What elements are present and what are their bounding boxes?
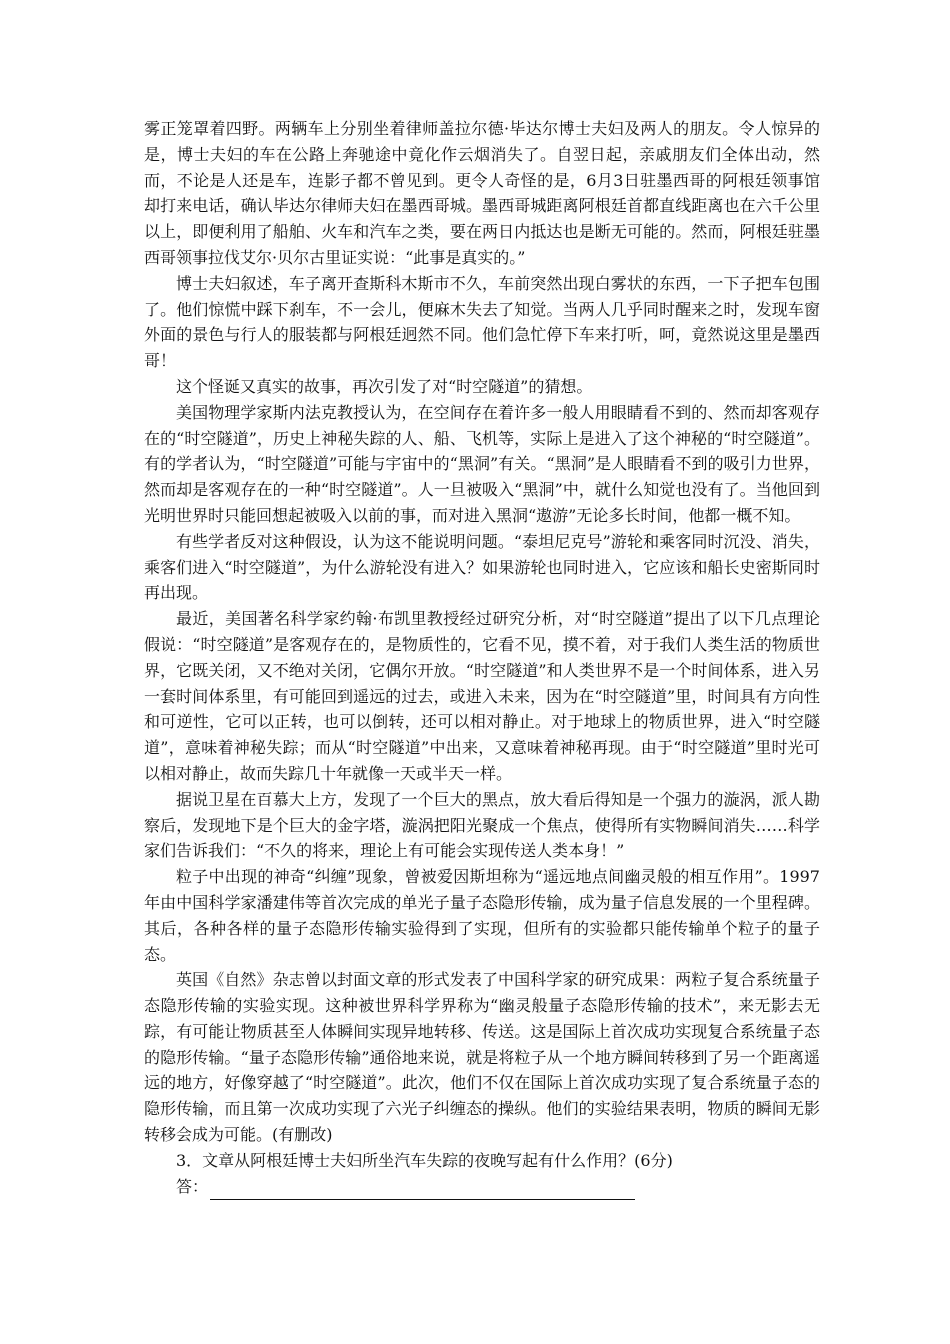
answer-row (144, 1174, 820, 1200)
article-paragraph: 粒子中出现的神奇“纠缠”现象，曾被爱因斯坦称为“遥远地点间幽灵般的相互作用”。1997年由中国科学家潘建伟等首次完成的单光子量子态隐形传输，成为量子信息发展的一个里程碑。其后，各种各样的量子态隐形传输实验得到了实现，但所有的实验都只能传输单个粒子的量子态。 (144, 867, 820, 964)
question-3: 3．文章从阿根廷博士夫妇所坐汽车失踪的夜晚写起有什么作用？(6分) (176, 1150, 673, 1170)
article-paragraph: 博士夫妇叙述，车子离开查斯科木斯市不久，车前突然出现白雾状的东西，一下子把车包围了。他们惊慌中踩下刹车，不一会儿，便麻木失去了知觉。当两人几乎同时醒来之时，发现车窗外面的景色与行人的服装都与阿根廷迥然不同。他们急忙停下车来打听，呵，竟然说这里是墨西哥！ (144, 273, 820, 371)
article-paragraph: 据说卫星在百慕大上方，发现了一个巨大的黑点，放大看后得知是一个强力的漩涡，派人勘察后，发现地下是个巨大的金字塔，漩涡把阳光聚成一个焦点，使得所有实物瞬间消失……科学家们告诉我们：“不久的将来，理论上有可能会实现传送人类本身！” (144, 789, 820, 861)
article-body (144, 116, 820, 1200)
answer-label: 答： (176, 1176, 209, 1196)
article-paragraph: 雾正笼罩着四野。两辆车上分别坐着律师盖拉尔德·毕达尔博士夫妇及两人的朋友。令人惊异的是，博士夫妇的车在公路上奔驰途中竟化作云烟消失了。自翌日起，亲戚朋友们全体出动，然而，不论是人还是车，连影子都不曾见到。更令人奇怪的是，6月3日驻墨西哥的阿根廷领事馆却打来电话，确认毕达尔律师夫妇在墨西哥城。墨西哥城距离阿根廷首都直线距离也在六千公里以上，即便利用了船舶、火车和汽车之类，要在两日内抵达也是断无可能的。然而，阿根廷驻墨西哥领事拉伐艾尔·贝尔古里证实说：“此事是真实的。” (144, 119, 820, 267)
article-paragraph: 有些学者反对这种假设，认为这不能说明问题。“泰坦尼克号”游轮和乘客同时沉没、消失，乘客们进入“时空隧道”，为什么游轮没有进入？如果游轮也同时进入，它应该和船长史密斯同时再出现。 (144, 531, 820, 603)
article-paragraph: 美国物理学家斯内法克教授认为，在空间存在着许多一般人用眼睛看不到的、然而却客观存在的“时空隧道”，历史上神秘失踪的人、船、飞机等，实际上是进入了这个神秘的“时空隧道”。有的学者认为，“时空隧道”可能与宇宙中的“黑洞”有关。“黑洞”是人眼睛看不到的吸引力世界，然而却是客观存在的一种“时空隧道”。人一旦被吸入“黑洞”中，就什么知觉也没有了。当他回到光明世界时只能回想起被吸入以前的事，而对进入黑洞“遨游”无论多长时间，他都一概不知。 (144, 402, 820, 525)
article-paragraph: 这个怪诞又真实的故事，再次引发了对“时空隧道”的猜想。 (176, 376, 593, 396)
answer-blank-line[interactable] (210, 1180, 635, 1200)
article-paragraph: 最近，美国著名科学家约翰·布凯里教授经过研究分析，对“时空隧道”提出了以下几点理论假说：“时空隧道”是客观存在的，是物质性的，它看不见，摸不着，对于我们人类生活的物质世界，它既关闭，又不绝对关闭，它偶尔开放。“时空隧道”和人类世界不是一个时间体系，进入另一套时间体系里，有可能回到遥远的过去，或进入未来，因为在“时空隧道”里，时间具有方向性和可逆性，它可以正转，也可以倒转，还可以相对静止。对于地球上的物质世界，进入“时空隧道”，意味着神秘失踪；而从“时空隧道”中出来，又意味着神秘再现。由于“时空隧道”里时光可以相对静止，故而失踪几十年就像一天或半天一样。 (144, 609, 820, 783)
article-paragraph: 英国《自然》杂志曾以封面文章的形式发表了中国科学家的研究成果：两粒子复合系统量子态隐形传输的实验实现。这种被世界科学界称为“幽灵般量子态隐形传输的技术”，来无影去无踪，有可能让物质甚至人体瞬间实现异地转移、传送。这是国际上首次成功实现复合系统量子态的隐形传输。“量子态隐形传输”通俗地来说，就是将粒子从一个地方瞬间转移到了另一个距离遥远的地方，好像穿越了“时空隧道”。此次，他们不仅在国际上首次成功实现了复合系统量子态的隐形传输，而且第一次成功实现了六光子纠缠态的操纵。他们的实验结果表明，物质的瞬间无影转移会成为可能。(有删改) (144, 970, 820, 1145)
